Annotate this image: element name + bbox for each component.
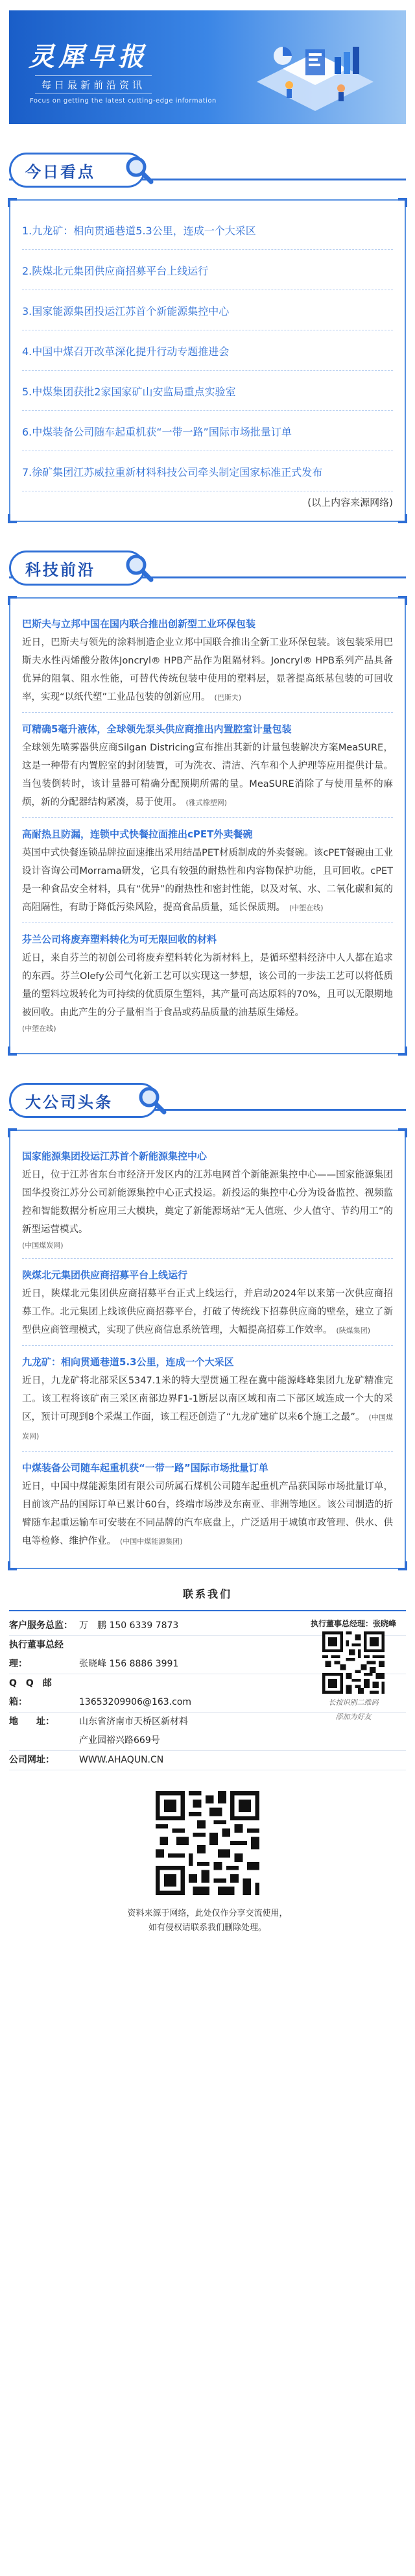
section-header-tech <box>9 544 406 589</box>
corner-decoration <box>8 514 17 523</box>
contact-title: 联系我们 <box>182 1588 232 1600</box>
banner-tagline: Focus on getting the latest cutting-edge information <box>30 97 217 105</box>
article-title[interactable]: 可精确5毫升液体，全球领先泵头供应商推出内置腔室计量包装 <box>22 723 292 735</box>
contact-value: 山东省济南市天桥区新材料 <box>79 1716 188 1727</box>
contact-label: 公司网址： <box>9 1755 54 1765</box>
header-banner <box>9 10 406 124</box>
contact-value[interactable]: 万 鹏 150 6339 7873 <box>79 1620 179 1631</box>
disclaimer <box>0 1907 415 1935</box>
article-text: 近日，陕煤北元集团供应商招募平台正式上线运行，并启动2024年以来第一次供应商招募工作。北元集团上线该供应商招募平台，打破了传统线下招募供应商的壁垒，建立了新型供应商管理模式，实现了供应商信息系统管理，大幅提高招募工作效率。 <box>22 1289 393 1335</box>
today-item-1[interactable]: 1.九龙矿：相向贯通巷道5.3公里，连成一个大采区 <box>22 210 393 250</box>
corner-decoration <box>398 514 407 523</box>
company-article <box>22 1346 393 1452</box>
today-item-2[interactable]: 2.陕煤北元集团供应商招募平台上线运行 <box>22 250 393 290</box>
section-title-today: 今日看点 <box>9 153 145 188</box>
company-article <box>22 1452 393 1556</box>
qr-hint-1: 长按识别二维码 <box>328 1698 379 1707</box>
contact-value[interactable]: 13653209906@163.com <box>79 1697 192 1707</box>
contact-section <box>9 1610 406 1770</box>
tech-box <box>9 597 406 1054</box>
article-source: (中国煤炭网) <box>22 1241 64 1250</box>
today-item-7[interactable]: 7.徐矿集团江苏威拉重新材料科技公司牵头制定国家标准正式发布 <box>22 451 393 491</box>
contact-label: 执行董事总经理： <box>9 1640 64 1669</box>
article-body: 近日，位于江苏省东台市经济开发区内的江苏电网首个新能源集控中心——国家能源集团国华投资江苏分公司新能源集控中心正式投运。新投运的集控中心分为设备监控、视频监控和智能数据分析应用三大模块，奠定了新能源场站“无人值班、少人值守、节约用工”的新型运营模式。 <box>22 1170 393 1235</box>
contact-value[interactable]: 张晓峰 156 8886 3991 <box>79 1659 179 1669</box>
corner-decoration <box>398 1128 407 1137</box>
article-title[interactable]: 中煤装备公司随车起重机获“一带一路”国际市场批量订单 <box>22 1462 268 1474</box>
article-text: 近日，巴斯夫与领先的涂料制造企业立邦中国联合推出全新工业环保包装。该包装采用巴斯夫水性丙烯酸分散体Joncryl® HPB产品作为阻隔材料。Joncryl® HPB系列产品具备优异的阻氧、阻水性能，可替代传统包装中使用的塑料层，显著提高纸基包装的可回收率，实现“以纸代塑”工业品包装的创新应用。 <box>22 638 393 702</box>
article-source: (中国煤炭网) <box>22 1413 393 1441</box>
official-qr-block <box>0 1791 415 1895</box>
disclaimer-line-2: 如有侵权请联系我们删除处理。 <box>148 1923 267 1933</box>
article-source: (陕煤集团) <box>336 1326 371 1335</box>
corner-decoration <box>8 596 17 605</box>
corner-decoration <box>8 1046 17 1056</box>
contact-row-website <box>9 1751 406 1770</box>
article-source: (中塑在线) <box>289 904 324 912</box>
article-text: 近日，九龙矿将北部采区5347.1米的特大型贯通工程在冀中能源峰峰集团九龙矿精准完工。该工程将该矿南三采区南部边界F1-1断层以南区域和南二下部区域连成一个大的采区，预计可现到8个采煤工作面，该工程还创造了“九龙矿建矿以来6个施工之最”。 <box>22 1376 393 1422</box>
article-title[interactable]: 高耐热且防漏，连锁中式快餐拉面推出cPET外卖餐碗 <box>22 828 253 840</box>
corner-decoration <box>398 1561 407 1570</box>
corner-decoration <box>8 1128 17 1137</box>
qr-hint-2: 添加为好友 <box>335 1713 372 1721</box>
contact-row-address-2 <box>9 1731 406 1751</box>
isometric-office-illustration-icon <box>244 23 386 114</box>
article-title[interactable]: 国家能源集团投运江苏首个新能源集控中心 <box>22 1150 208 1162</box>
article-text: 英国中式快餐连锁品牌拉面速推出采用结晶PET材质制成的外卖餐碗。该cPET餐碗由工业设计咨询公司Morrama研发，它具有较强的耐热性和内容物保护功能，且可回收。cPET是一种食品安全材料，具有“优异”的耐热性和密封性能，以及对氧、水、二氧化碳和氮的高阻隔性，有助于降低污染风险，提高食品质量，延长保质期。 <box>22 848 393 913</box>
qr-code-icon[interactable] <box>156 1791 259 1895</box>
contact-value: 产业园裕兴路669号 <box>79 1735 160 1746</box>
section-title-company: 大公司头条 <box>9 1083 158 1118</box>
tech-article <box>22 713 393 818</box>
tech-article <box>22 923 393 1041</box>
tech-article <box>22 818 393 923</box>
corner-decoration <box>398 198 407 207</box>
section-title-tech: 科技前沿 <box>9 551 145 586</box>
company-box <box>9 1130 406 1569</box>
qr-caption: 执行董事总经理：张晓峰 <box>310 1619 396 1628</box>
today-source-note: (以上内容来源网络) <box>307 497 393 508</box>
corner-decoration <box>8 1561 17 1570</box>
newsletter-page <box>0 10 415 1935</box>
corner-decoration <box>398 596 407 605</box>
article-body <box>22 1285 393 1340</box>
article-body <box>22 1478 393 1551</box>
article-body <box>22 1372 393 1446</box>
article-body: 近日，来自芬兰的初创公司将废弃塑料转化为新材料上，是循环塑料经济中人人都在追求的东西。芬兰Olefy公司气化新工艺可以实现这一梦想，该公司的一步法工艺可以将低质量的塑料垃圾转化为可持续的优质原生塑料，其产量可高达原料的70%，且可以无限期地被回收。由此产生的分子量相当于食品或药品质量的油基原生烯烃。 <box>22 953 393 1018</box>
article-title[interactable]: 陕煤北元集团供应商招募平台上线运行 <box>22 1269 188 1281</box>
today-box <box>9 199 406 522</box>
magnifier-icon <box>123 154 154 185</box>
article-body <box>22 634 393 707</box>
corner-decoration <box>398 1046 407 1056</box>
company-article <box>22 1259 393 1346</box>
article-text: 全球领先喷雾器供应商Silgan Districing宣布推出其新的计量包装解决方案MeaSURE，这是一种带有内置腔室的封闭装置，可为洗衣、清洁、汽车和个人护理等应用提供计量。当包装倒转时，该计量器可精确分配预期所需的量。MeaSURE消除了与使用量杯的麻烦，新的分配器结构紧凑，易于使用。 <box>22 743 393 808</box>
contact-label: 地 址： <box>9 1716 54 1727</box>
today-item-3[interactable]: 3.国家能源集团投运江苏首个新能源集控中心 <box>22 290 393 330</box>
tech-article <box>22 608 393 713</box>
today-item-5[interactable]: 5.中煤集团获批2家国家矿山安监局重点实验室 <box>22 371 393 411</box>
manager-qr-block <box>305 1618 402 1722</box>
section-header-company <box>9 1076 406 1122</box>
contact-value[interactable]: WWW.AHAQUN.CN <box>79 1755 164 1765</box>
magnifier-icon <box>123 552 154 583</box>
corner-decoration <box>8 198 17 207</box>
contact-label: Q Q 邮 箱： <box>9 1678 61 1707</box>
article-title[interactable]: 芬兰公司将废弃塑料转化为可无限回收的材料 <box>22 934 217 945</box>
contact-label: 客户服务总监： <box>9 1620 73 1631</box>
article-title[interactable]: 九龙矿：相向贯通巷道5.3公里，连成一个大采区 <box>22 1356 234 1368</box>
today-item-6[interactable]: 6.中煤装备公司随车起重机获“一带一路”国际市场批量订单 <box>22 411 393 451</box>
article-body <box>22 739 393 812</box>
article-title[interactable]: 巴斯夫与立邦中国在国内联合推出创新型工业环保包装 <box>22 618 256 630</box>
article-source: (中塑在线) <box>22 1024 56 1033</box>
today-item-4[interactable]: 4.中国中煤召开改革深化提升行动专题推进会 <box>22 330 393 371</box>
banner-title: 灵犀早报 <box>29 42 148 72</box>
article-text: 近日，中国中煤能源集团有限公司所属石煤机公司随车起重机产品获国际市场批量订单，目前该产品的国际订单已累计60台，终端市场涉及东南亚、非洲等地区。该公司制造的折臂随车起重运输车可安装在不同品牌的汽车底盘上，广泛适用于城镇市政管理、供水、供电等检修、维护作业。 <box>22 1481 393 1546</box>
section-header-today <box>9 146 406 192</box>
article-source: (巴斯夫) <box>214 693 242 702</box>
magnifier-icon <box>136 1084 167 1115</box>
article-source: (雅式橡塑网) <box>185 799 228 807</box>
company-article <box>22 1140 393 1259</box>
article-source: (中国中煤能源集团) <box>120 1537 183 1546</box>
qr-code-icon[interactable] <box>322 1631 385 1694</box>
disclaimer-line-1: 资料来源于网络，此处仅作分享交流使用， <box>127 1909 288 1918</box>
banner-subtitle: 每日最新前沿资讯 <box>35 75 152 94</box>
article-body <box>22 844 393 917</box>
